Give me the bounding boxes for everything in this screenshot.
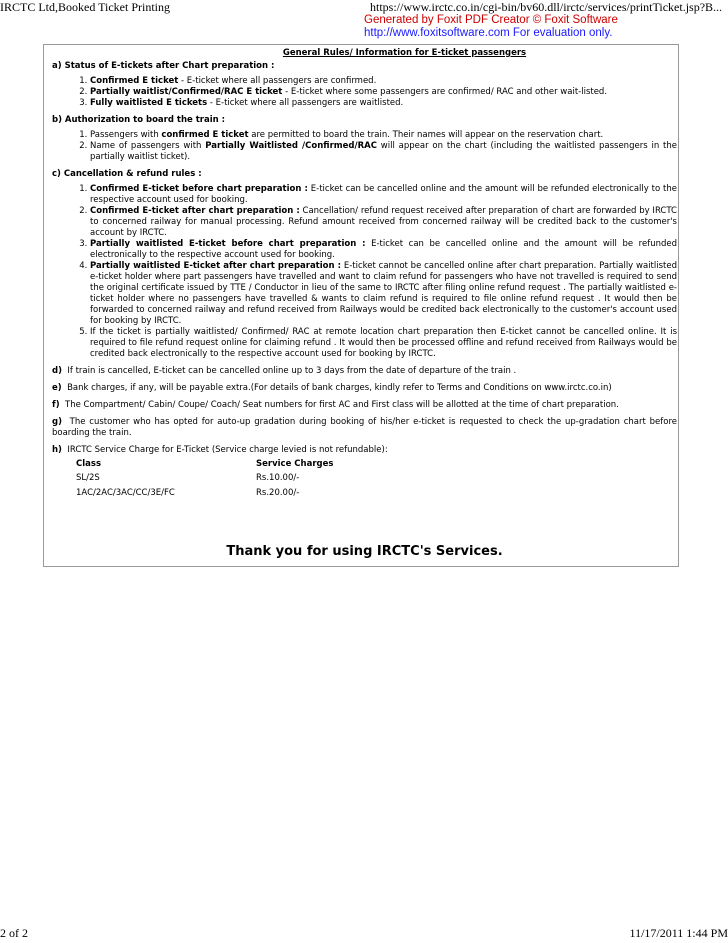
section-b-list (52, 130, 677, 163)
list-item: 1. Confirmed E-ticket before chart preparation : E-ticket can be cancelled online and the amount will be refunded electronically to the respective account used for booking. (90, 184, 677, 206)
service-charge-table (76, 458, 333, 501)
table-row (76, 486, 333, 501)
table-header-row (76, 458, 333, 471)
list-item: 2. Confirmed E-ticket after chart preparation : Cancellation/ refund request received after preparation of chart are forwarded by IRCTC to concerned railway for manual processing. Refund amount received from concerned railway will be credited back to the customer's account by IRCTC. (90, 206, 677, 239)
table-cell: Rs.20.00/- (256, 488, 300, 498)
list-item: 3. Partially waitlisted E-ticket before chart preparation : E-ticket can be cancelled online and the amount will be refunded electronically to the respective account used for booking. (90, 239, 677, 261)
list-item: 2. Partially waitlist/Confirmed/RAC E ticket - E-ticket where some passengers are confirmed/ RAC and other wait-listed. (90, 87, 677, 98)
col-charges-header: Service Charges (256, 459, 334, 469)
rules-content (52, 48, 677, 501)
table-cell: Rs.10.00/- (256, 473, 300, 483)
table-cell: SL/2S (76, 473, 100, 483)
list-item: 5. If the ticket is partially waitlisted/ Confirmed/ RAC at remote location chart preparation then E-ticket cannot be cancelled online. It is required to file refund request online for claiming refund . It would then be processed offline and refund received from Railways would be credited back electronically to the respective account used for booking by IRCTC. (90, 327, 677, 360)
table-row (76, 471, 333, 486)
section-c-heading: c) Cancellation & refund rules : (52, 169, 202, 179)
list-item: 1. Passengers with confirmed E ticket are permitted to board the train. Their names will appear on the reservation chart. (90, 130, 677, 141)
list-item: 1. Confirmed E ticket - E-ticket where all passengers are confirmed. (90, 76, 677, 87)
section-f: f) The Compartment/ Cabin/ Coupe/ Coach/ Seat numbers for first AC and First class will be allotted at the time of chart preparation. (52, 400, 619, 410)
section-e: e) Bank charges, if any, will be payable extra.(For details of bank charges, kindly refer to Terms and Conditions on www.irctc.co.in) (52, 383, 612, 393)
browser-print-title: IRCTC Ltd,Booked Ticket Printing (0, 0, 171, 14)
print-timestamp: 11/17/2011 1:44 PM (629, 926, 728, 940)
page-number: 2 of 2 (0, 926, 28, 940)
col-class-header: Class (76, 459, 102, 469)
foxit-watermark-line2: http://www.foxitsoftware.com For evaluation only. (364, 27, 613, 39)
section-b-heading: b) Authorization to board the train : (52, 115, 226, 125)
section-c-list (52, 184, 677, 360)
foxit-watermark-line1: Generated by Foxit PDF Creator © Foxit Software (364, 14, 618, 26)
section-h: h) IRCTC Service Charge for E-Ticket (Service charge levied is not refundable): (52, 445, 388, 455)
section-a-heading: a) Status of E-tickets after Chart preparation : (52, 61, 275, 71)
list-item: 4. Partially waitlisted E-ticket after chart preparation : E-ticket cannot be cancelled online after chart preparation. Partially waitlisted e-ticket holder where part passengers have travelled and want to claim refund for passengers who have not travelled is required to send the original certificate issued by TTE / Conductor in lieu of the same to IRCTC after filing online refund request . The partially waitlisted e-ticket holder where no passengers have travelled & wants to claim refund is required to file online refund request . It would then be forwarded to concerned railway and refund received from Railways would be credited back electronically to the customer's account used for booking by IRCTC. (90, 261, 677, 327)
list-item: 3. Fully waitlisted E tickets - E-ticket where all passengers are waitlisted. (90, 98, 677, 109)
browser-print-url: https://www.irctc.co.in/cgi-bin/bv60.dll/irctc/services/printTicket.jsp?B... (370, 0, 723, 14)
section-a-list (52, 76, 677, 109)
section-g: g) The customer who has opted for auto-up gradation during booking of his/her e-ticket is requested to check the up-gradation chart before boarding the train. (52, 417, 677, 438)
list-item: 2. Name of passengers with Partially Waitlisted /Confirmed/RAC will appear on the chart (including the waitlisted passengers in the partially waitlist ticket). (90, 141, 677, 163)
rules-title: General Rules/ Information for E-ticket passengers (282, 48, 527, 58)
thank-you-message: Thank you for using IRCTC's Services. (226, 544, 503, 559)
section-d: d) If train is cancelled, E-ticket can be cancelled online up to 3 days from the date of departure of the train . (52, 366, 517, 376)
table-cell: 1AC/2AC/3AC/CC/3E/FC (76, 488, 175, 498)
